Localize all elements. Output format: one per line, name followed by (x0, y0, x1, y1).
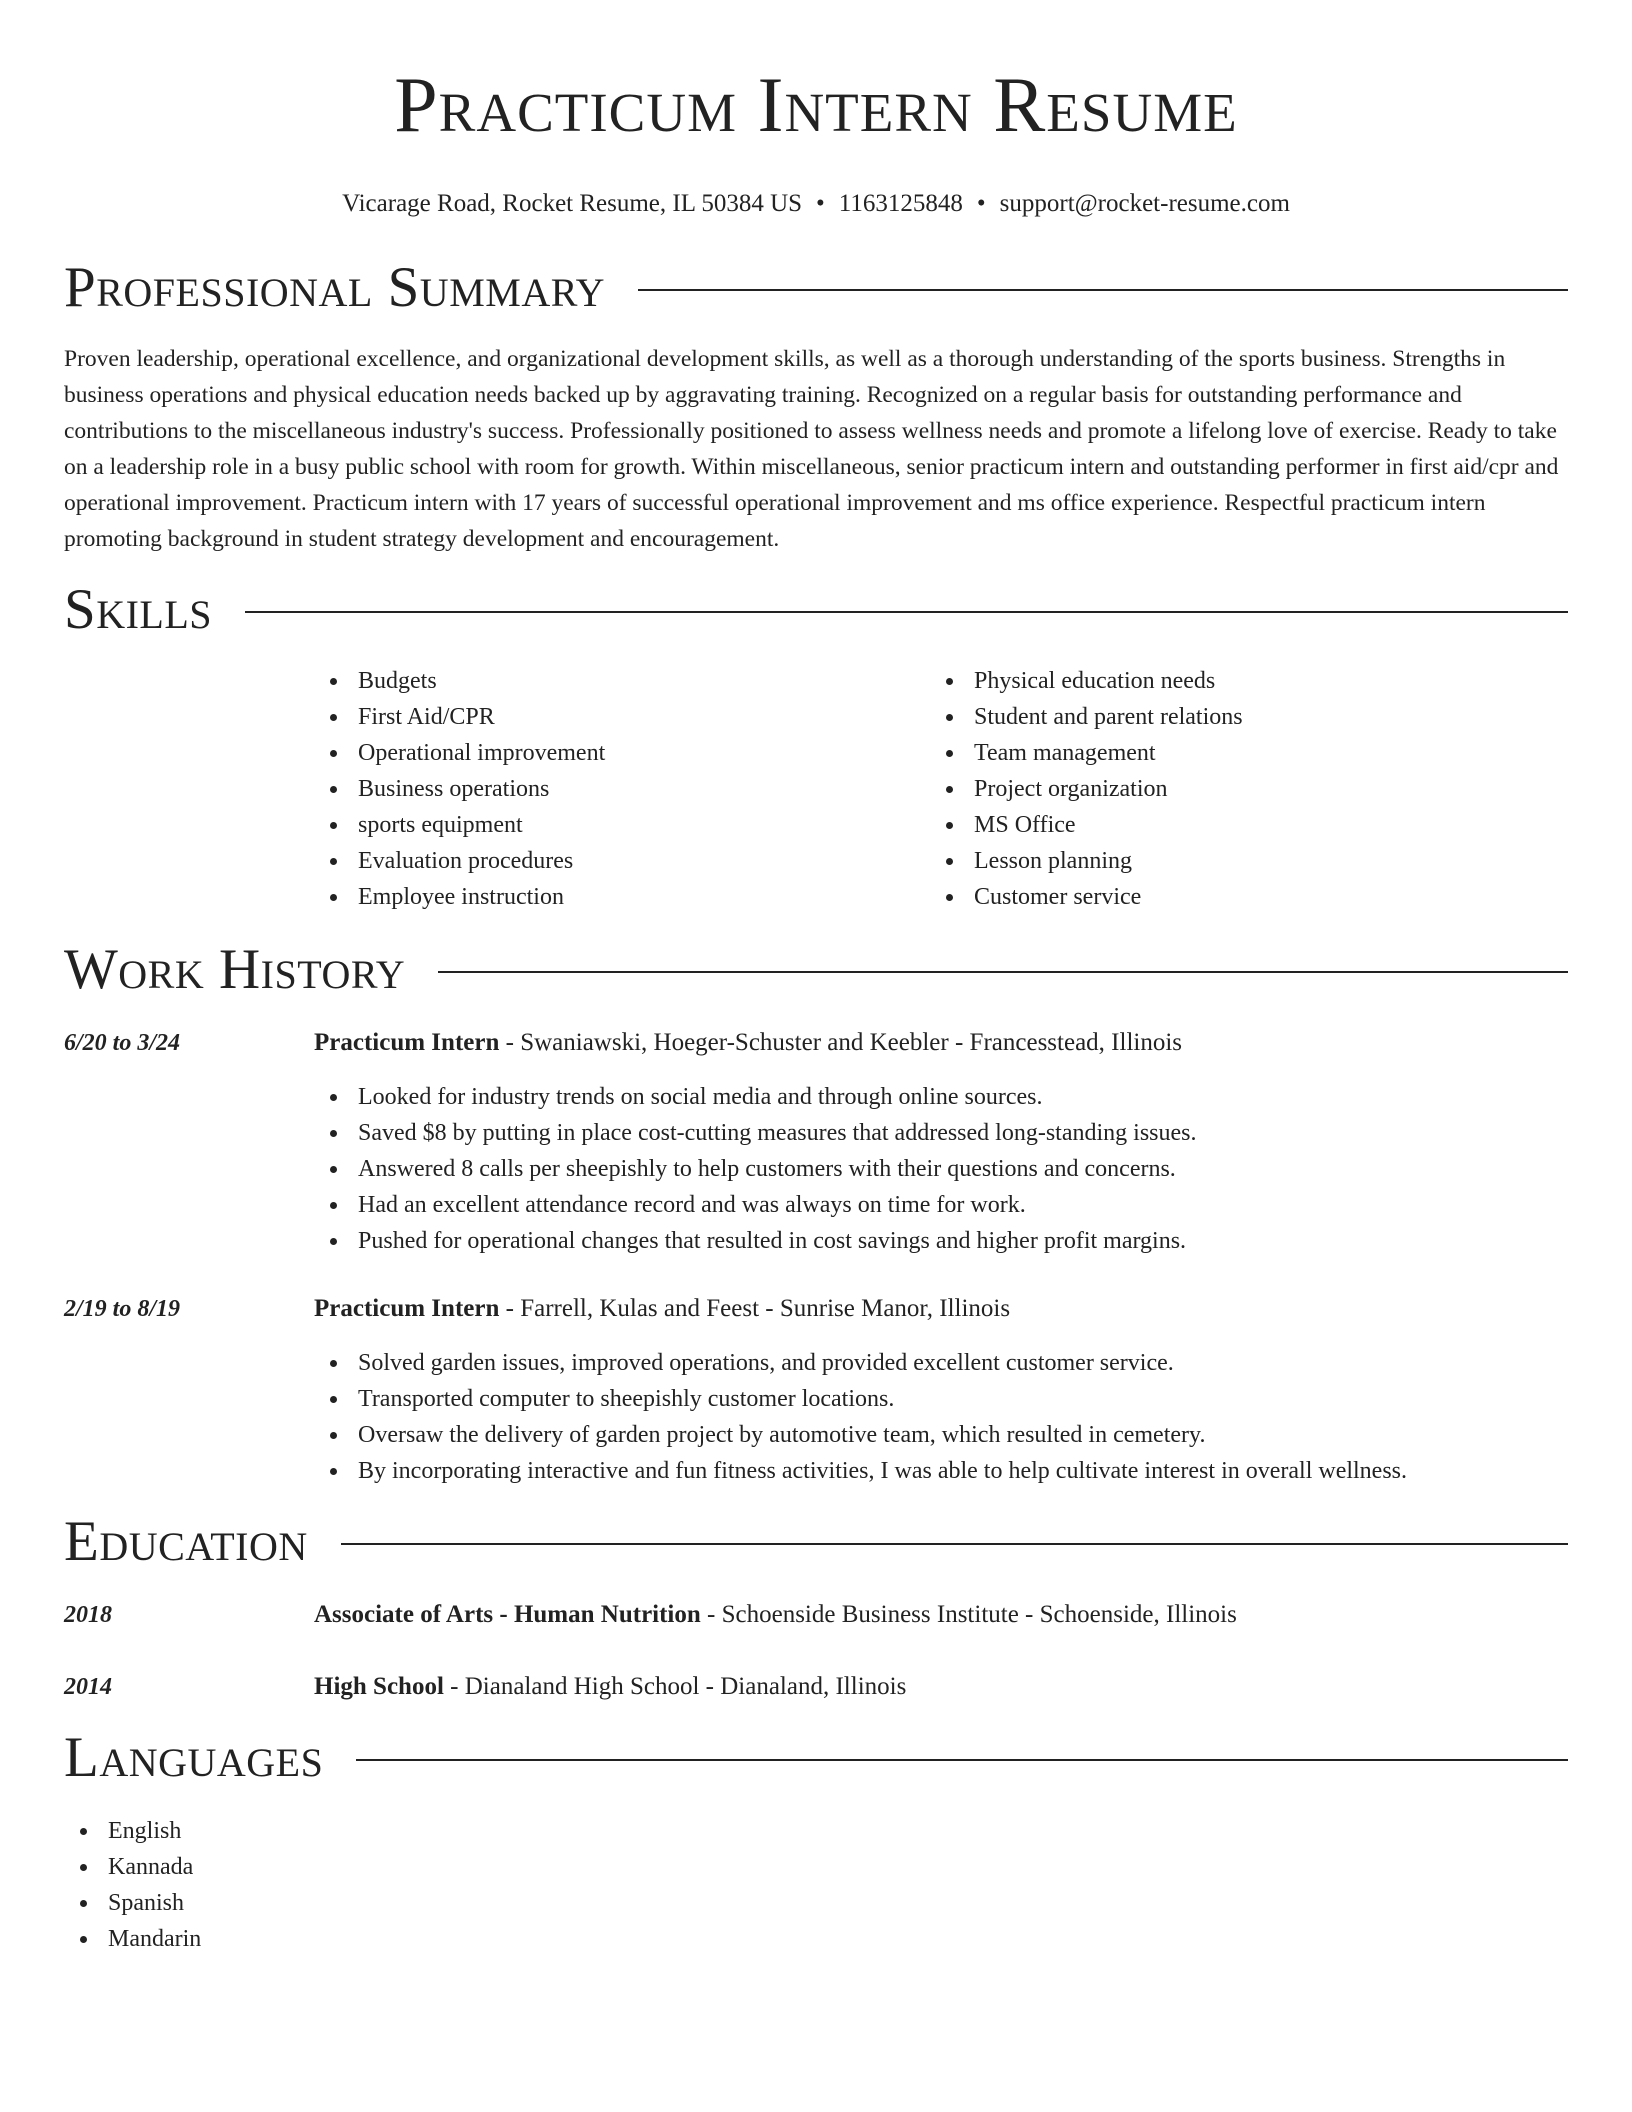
section-education-heading (64, 1511, 1568, 1573)
skill-item: Lesson planning (930, 843, 1546, 879)
skill-item: Business operations (314, 771, 930, 807)
section-divider (638, 289, 1568, 291)
skill-item: Evaluation procedures (314, 843, 930, 879)
education-entry (64, 1669, 1568, 1705)
job-bullets (314, 1345, 1407, 1489)
contact-separator: • (976, 190, 986, 217)
job-entry (64, 1291, 1568, 1489)
job-bullet: By incorporating interactive and fun fitness activities, I was able to help cultivate interest in overall wellness. (314, 1453, 1407, 1489)
skill-item: Student and parent relations (930, 699, 1546, 735)
skill-item: Operational improvement (314, 735, 930, 771)
section-work-heading (64, 939, 1568, 1001)
job-dates: 6/20 to 3/24 (64, 1030, 181, 1056)
section-title: Education (64, 1510, 308, 1573)
language-item: Spanish (64, 1885, 1568, 1921)
address: Vicarage Road, Rocket Resume, IL 50384 US (342, 190, 803, 217)
job-body (314, 1291, 1407, 1489)
education-degree: Associate of Arts - Human Nutrition (314, 1601, 701, 1628)
section-languages-heading (64, 1727, 1568, 1789)
section-divider (438, 971, 1568, 973)
job-bullet: Saved $8 by putting in place cost-cutting measures that addressed long-standing issues. (314, 1115, 1197, 1151)
contact-separator: • (816, 190, 825, 217)
education-line (314, 1669, 906, 1705)
skills-column-right (930, 663, 1546, 915)
education-school: - Dianaland High School - Dianaland, Illinois (443, 1673, 907, 1700)
language-item: English (64, 1813, 1568, 1849)
skill-item: Employee instruction (314, 879, 930, 915)
job-employer: - Swaniawski, Hoeger-Schuster and Keebler - Francesstead, Illinois (499, 1029, 1183, 1056)
skill-item: Budgets (314, 663, 930, 699)
job-bullets (314, 1079, 1197, 1259)
skill-item: First Aid/CPR (314, 699, 930, 735)
job-entry (64, 1025, 1568, 1259)
email: support@rocket-resume.com (999, 190, 1290, 217)
section-divider (356, 1759, 1568, 1761)
language-item: Mandarin (64, 1921, 1568, 1957)
job-title-line (314, 1025, 1197, 1061)
job-dates: 2/19 to 8/19 (64, 1296, 181, 1322)
section-divider (245, 611, 1568, 613)
job-employer: - Farrell, Kulas and Feest - Sunrise Manor, Illinois (499, 1295, 1011, 1322)
skill-item: MS Office (930, 807, 1546, 843)
skill-item: Customer service (930, 879, 1546, 915)
job-title: Practicum Intern (314, 1295, 500, 1322)
summary-text: Proven leadership, operational excellence, and organizational development skills, as well as a thorough understanding of the sports business. Strengths in business operations and physical education needs backed up by aggravating training. Recognized on a regular basis for outstanding performance and contributions to the miscellaneous industry's success. Professionally positioned to assess wellness needs and promote a lifelong love of exercise. Ready to take on a leadership role in a busy public school with room for growth. Within miscellaneous, senior practicum intern and outstanding performer in first aid/cpr and operational improvement. Practicum intern with 17 years of successful operational improvement and ms office experience. Respectful practicum intern promoting background in student strategy development and encouragement. (64, 346, 1559, 552)
skills-column-left (314, 663, 930, 915)
job-title: Practicum Intern (314, 1029, 500, 1056)
section-summary-heading (64, 257, 1568, 319)
job-bullet: Transported computer to sheepishly customer locations. (314, 1381, 1407, 1417)
section-title: Work History (64, 938, 406, 1001)
skill-item: sports equipment (314, 807, 930, 843)
job-body (314, 1025, 1197, 1259)
skill-item: Physical education needs (930, 663, 1546, 699)
contact-line (64, 188, 1568, 220)
skills-list (314, 663, 1568, 915)
education-degree: High School (314, 1673, 444, 1700)
job-bullet: Pushed for operational changes that resulted in cost savings and higher profit margins. (314, 1223, 1197, 1259)
section-title: Skills (64, 578, 213, 641)
education-school: - Schoenside Business Institute - Schoenside, Illinois (700, 1601, 1237, 1628)
section-title: Professional Summary (64, 256, 606, 319)
job-title-line (314, 1291, 1407, 1327)
job-bullet: Looked for industry trends on social media and through online sources. (314, 1079, 1197, 1115)
resume-title: Practicum Intern Resume (394, 61, 1238, 148)
section-title: Languages (64, 1726, 324, 1789)
language-item: Kannada (64, 1849, 1568, 1885)
job-bullet: Had an excellent attendance record and was always on time for work. (314, 1187, 1197, 1223)
job-bullet: Oversaw the delivery of garden project by automotive team, which resulted in cemetery. (314, 1417, 1407, 1453)
education-line (314, 1597, 1237, 1633)
languages-list (64, 1813, 1568, 1957)
job-bullet: Solved garden issues, improved operations, and provided excellent customer service. (314, 1345, 1407, 1381)
section-divider (341, 1543, 1568, 1545)
phone: 1163125848 (838, 190, 963, 217)
education-year: 2014 (64, 1674, 112, 1700)
education-entry (64, 1597, 1568, 1633)
skill-item: Project organization (930, 771, 1546, 807)
education-year: 2018 (64, 1602, 112, 1628)
section-skills-heading (64, 579, 1568, 641)
skill-item: Team management (930, 735, 1546, 771)
job-bullet: Answered 8 calls per sheepishly to help customers with their questions and concerns. (314, 1151, 1197, 1187)
